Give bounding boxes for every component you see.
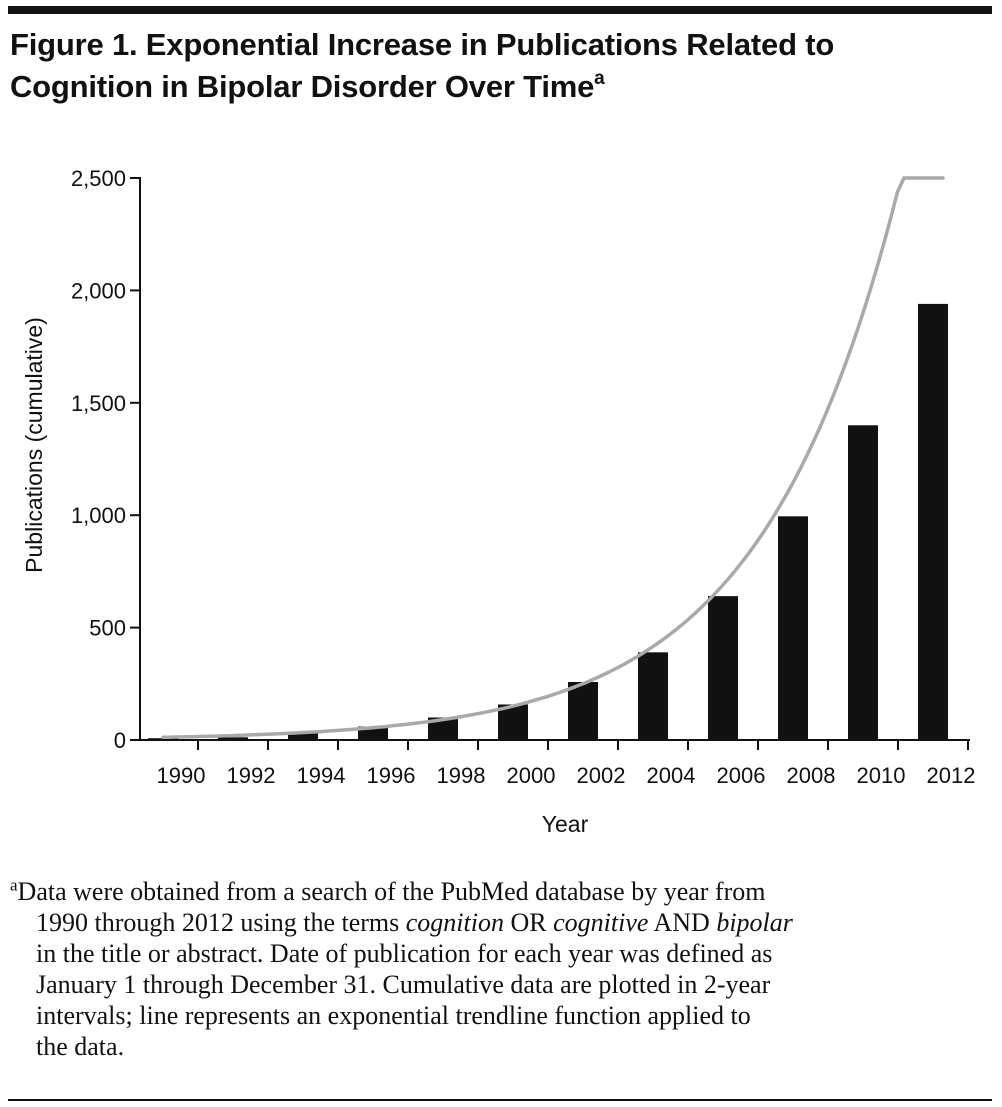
y-tick-label: 1,000 <box>70 503 126 529</box>
x-tick-label-1996: 1996 <box>366 763 416 788</box>
bar-2012 <box>918 304 948 740</box>
bar-2010 <box>848 425 878 740</box>
x-tick-label-1994: 1994 <box>296 763 346 788</box>
footnote-text-2b: OR <box>503 908 554 937</box>
footnote-line-5: intervals; line represents an exponential trendline function applied to <box>36 1001 751 1030</box>
figure-title-marker: a <box>594 67 605 89</box>
x-tick-label-1992: 1992 <box>226 763 276 788</box>
x-tick-label-2012: 2012 <box>926 763 976 788</box>
y-tick-label: 2,500 <box>70 166 126 191</box>
footnote-term-cognitive: cognitive <box>553 908 649 937</box>
footnote-line-1 <box>10 876 990 907</box>
x-tick-label-1998: 1998 <box>436 763 486 788</box>
exponential-trendline <box>163 178 943 737</box>
y-axis-ticks <box>71 166 140 753</box>
x-tick-label-1990: 1990 <box>156 763 206 788</box>
footnote-line-3: in the title or abstract. Date of publication for each year was defined as <box>36 939 773 968</box>
y-tick-label: 0 <box>113 728 126 753</box>
y-axis-label: Publications (cumulative) <box>21 317 47 573</box>
footnote-term-cognition: cognition <box>405 908 504 937</box>
bar-chart <box>0 150 1002 850</box>
footnote-line-2 <box>10 907 990 938</box>
footnote-text-2a: 1990 through 2012 using the terms <box>36 908 406 937</box>
footnote-text-1: Data were obtained from a search of the PubMed database by year from <box>17 877 766 906</box>
x-tick-label-2002: 2002 <box>576 763 626 788</box>
top-rule <box>8 6 992 14</box>
bar-2008 <box>778 516 808 740</box>
x-tick-label-2008: 2008 <box>786 763 836 788</box>
footnote-term-bipolar: bipolar <box>716 908 793 937</box>
y-tick-label: 1,500 <box>70 390 126 416</box>
footnote <box>10 876 990 1062</box>
x-tick-label-2000: 2000 <box>506 763 556 788</box>
bar-2004 <box>638 652 668 740</box>
x-axis-ticks <box>157 740 976 788</box>
footnote-text-2c: AND <box>648 908 717 937</box>
footnote-line-4: January 1 through December 31. Cumulative data are plotted in 2-year <box>36 970 771 999</box>
y-tick-label: 2,000 <box>70 278 126 304</box>
x-tick-label-2006: 2006 <box>716 763 766 788</box>
y-tick-label: 500 <box>89 615 126 641</box>
bar-2006 <box>708 596 738 740</box>
trendline-layer <box>163 178 943 737</box>
figure-title <box>10 24 985 108</box>
bottom-rule <box>8 1099 992 1101</box>
x-axis-label: Year <box>541 811 589 837</box>
bars <box>148 304 948 740</box>
bar-2002 <box>568 682 598 740</box>
x-tick-label-2004: 2004 <box>646 763 696 788</box>
figure-title-line-1: Figure 1. Exponential Increase in Publications Related to <box>10 27 835 62</box>
x-tick-label-2010: 2010 <box>856 763 906 788</box>
axes <box>140 177 970 740</box>
figure-title-line-2: Cognition in Bipolar Disorder Over Time <box>10 69 595 104</box>
footnote-marker: a <box>10 875 18 895</box>
footnote-line-6: the data. <box>36 1032 125 1061</box>
